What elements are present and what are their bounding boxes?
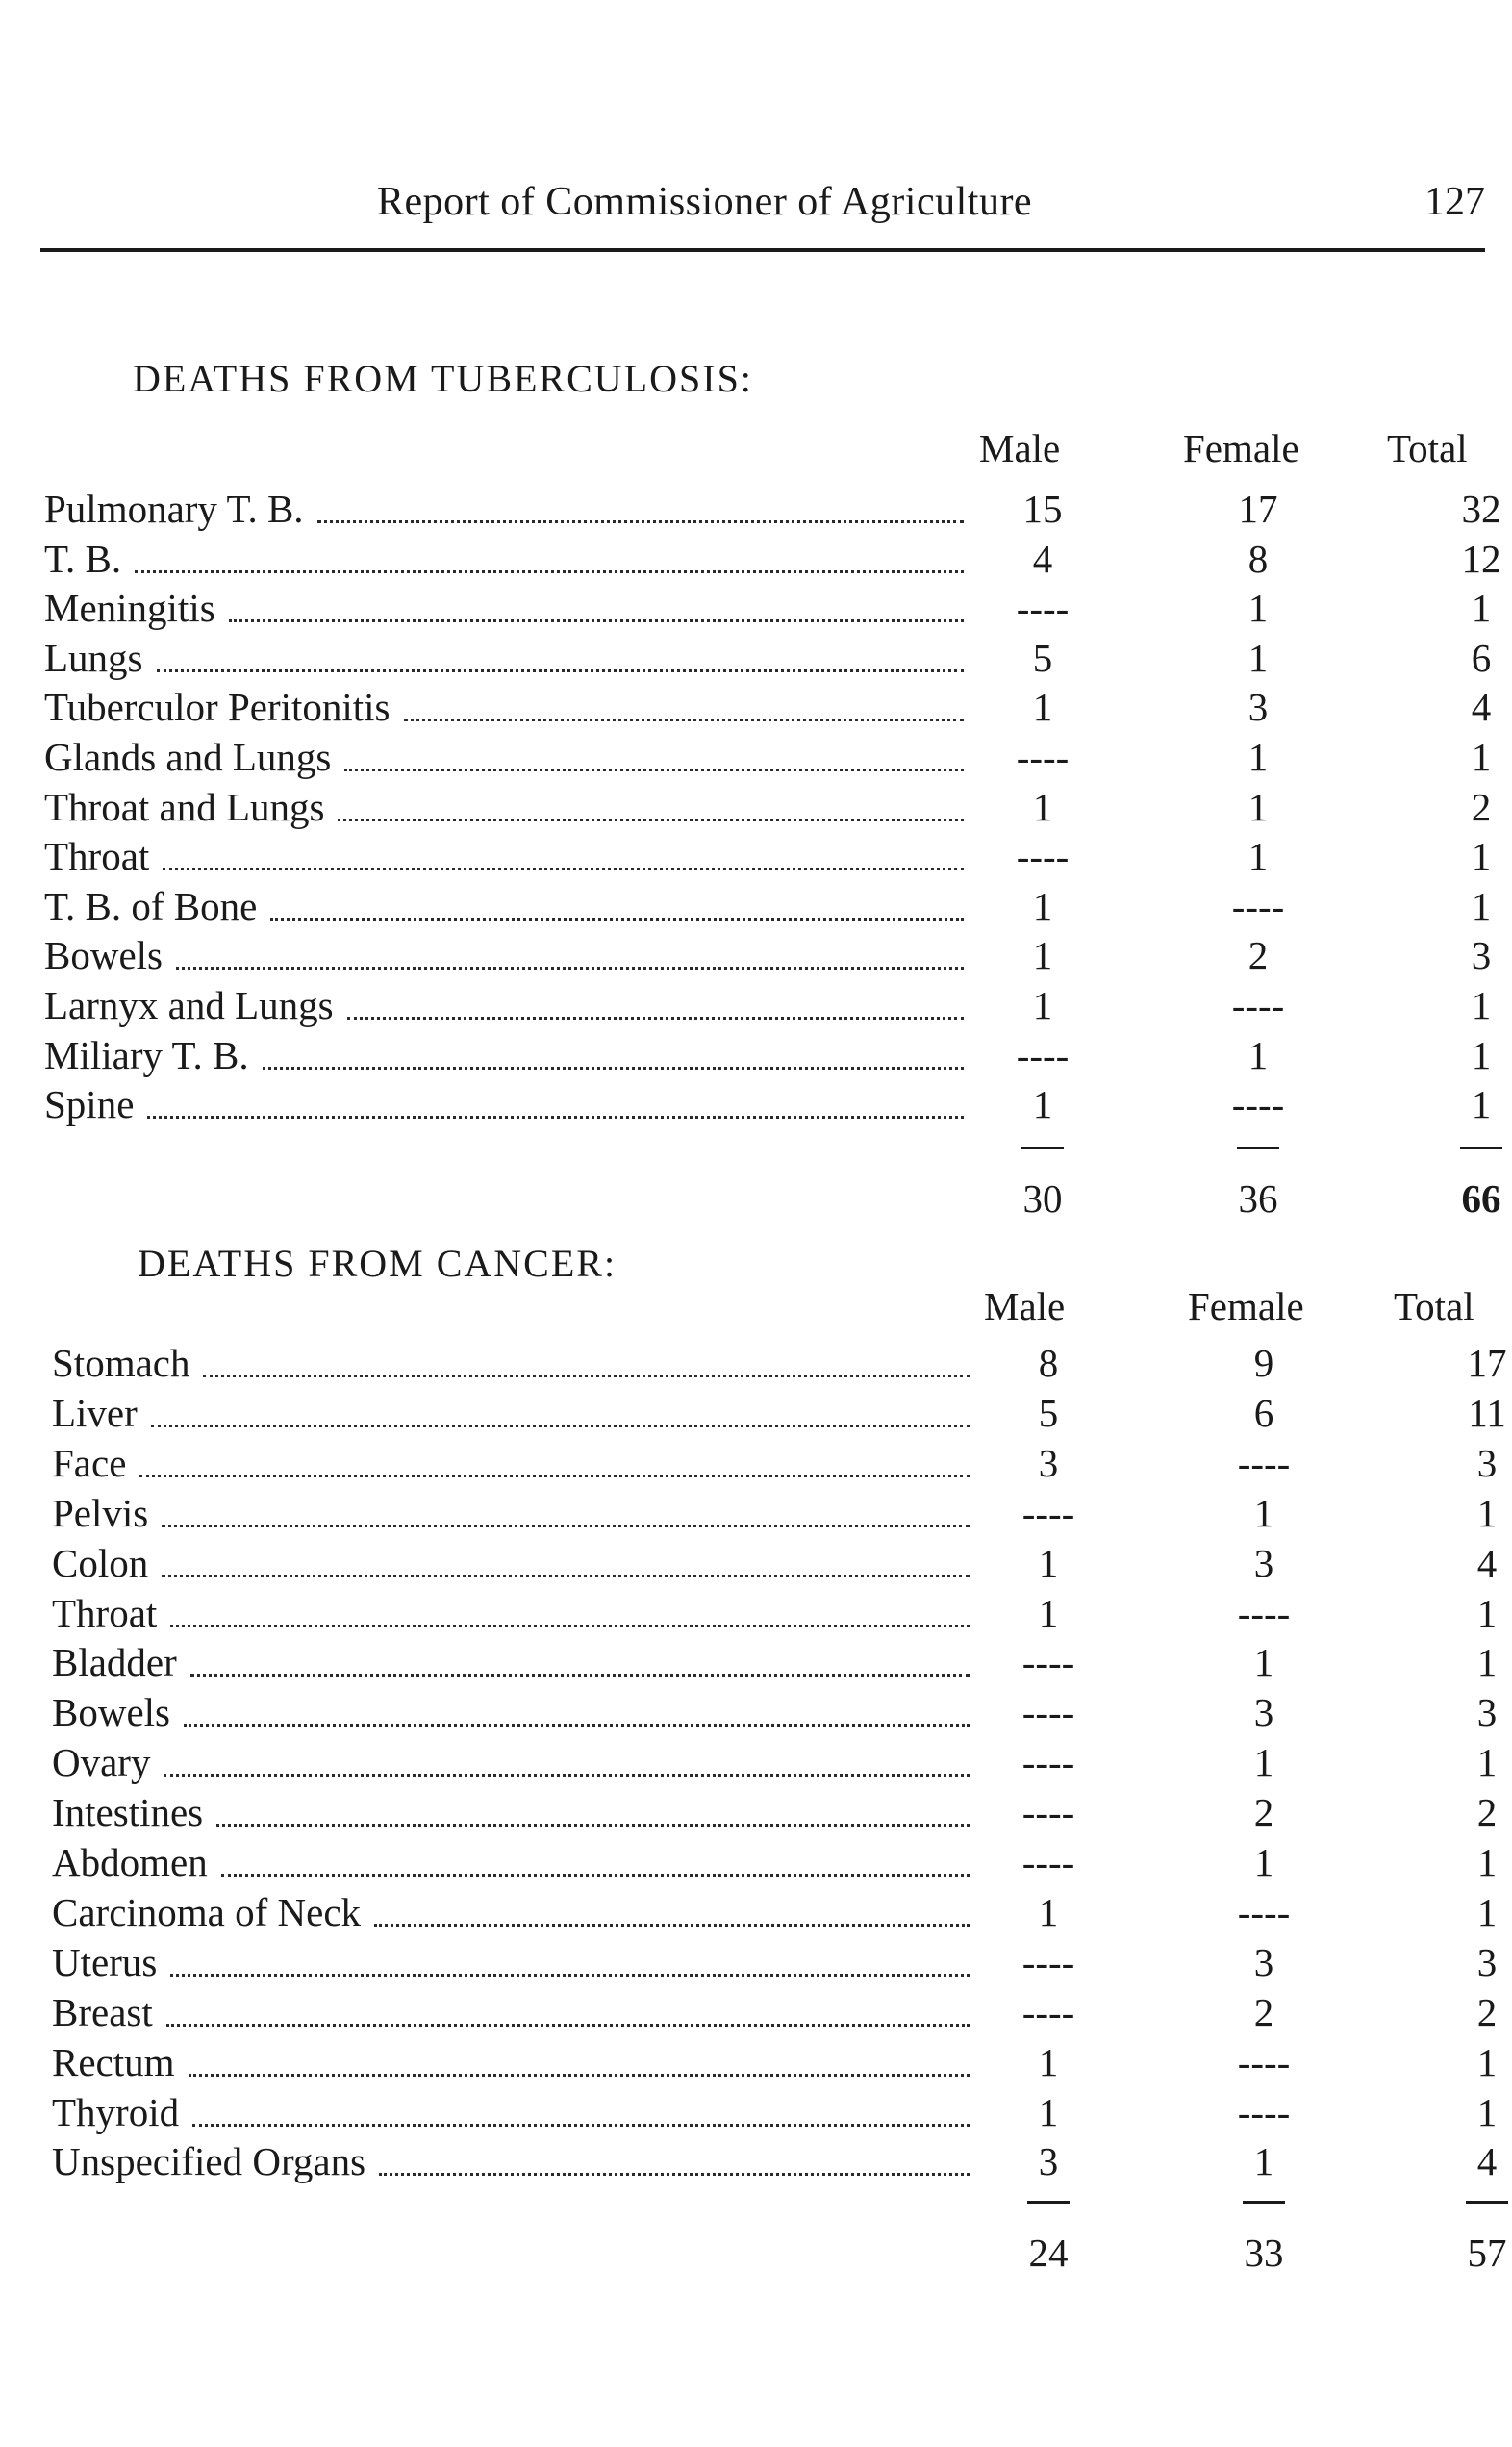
row-label: Thyroid <box>52 2089 180 2134</box>
cell-female: 17 <box>1238 487 1278 531</box>
cell-male: 15 <box>1022 487 1063 531</box>
row-label: Bladder <box>52 1640 177 1685</box>
row-label: Throat <box>52 1590 158 1635</box>
row-label: Glands and Lungs <box>44 735 332 779</box>
cell-male: ---- <box>1021 1939 1075 1984</box>
row-label: Pulmonary T. B. <box>44 487 304 531</box>
table-row <box>40 1689 1498 1739</box>
cell-male: 1 <box>1032 685 1053 730</box>
table-row <box>40 1440 1498 1490</box>
row-label: Throat <box>44 834 150 879</box>
cell-male: 3 <box>1038 2139 1059 2184</box>
leader-dots <box>192 2124 970 2127</box>
running-title: Report of Commissioner of Agriculture <box>377 180 1033 224</box>
cell-male: 1 <box>1032 1082 1053 1127</box>
row-label: Larnyx and Lungs <box>44 983 334 1027</box>
cell-female: 3 <box>1253 1540 1274 1585</box>
sum-rule <box>1021 1147 1064 1149</box>
sum-rule <box>1460 1147 1502 1149</box>
cell-male: 1 <box>1038 1540 1059 1585</box>
cell-male: 5 <box>1032 635 1053 680</box>
table-row <box>40 2039 1498 2089</box>
leader-dots <box>344 769 964 771</box>
cell-total: 11 <box>1468 1390 1506 1435</box>
leader-dots <box>151 1425 970 1427</box>
cell-male: ---- <box>1021 1989 1075 2034</box>
row-label: Carcinoma of Neck <box>52 1889 362 1934</box>
cell-total: 3 <box>1476 1690 1498 1735</box>
cell-total: 1 <box>1476 1740 1498 1785</box>
tb-col-head-male: Male <box>979 426 1061 470</box>
cell-total: 4 <box>1476 1540 1498 1585</box>
leader-dots <box>189 2074 970 2077</box>
cell-male: 3 <box>1038 1440 1059 1485</box>
cell-total: 1 <box>1476 1840 1498 1884</box>
cell-total: 2 <box>1476 1989 1498 2034</box>
leader-dots <box>170 1974 970 1977</box>
total-female: 33 <box>1244 2231 1284 2275</box>
cell-total: 2 <box>1471 784 1492 829</box>
cell-male: ---- <box>1016 1032 1070 1077</box>
row-label: Colon <box>52 1540 149 1585</box>
cell-female: 2 <box>1253 1790 1274 1835</box>
cancer-col-head-male: Male <box>984 1284 1066 1328</box>
cell-total: 1 <box>1471 1032 1492 1077</box>
cell-male: 8 <box>1038 1341 1059 1385</box>
row-label: Uterus <box>52 1939 158 1984</box>
table-row <box>40 585 1492 635</box>
cell-total: 1 <box>1476 2089 1498 2134</box>
table-row <box>40 635 1492 685</box>
table-row <box>40 1540 1498 1590</box>
leader-dots <box>221 1874 970 1877</box>
cell-female: 1 <box>1253 1490 1274 1535</box>
cell-female: 1 <box>1253 1640 1274 1685</box>
leader-dots <box>347 1017 964 1020</box>
table-row <box>40 1490 1498 1540</box>
cell-female: 1 <box>1247 635 1269 680</box>
table-row <box>40 883 1492 933</box>
page-header <box>40 179 1485 252</box>
row-label: Intestines <box>52 1790 204 1835</box>
leader-dots <box>147 1116 964 1119</box>
table-row <box>40 1989 1498 2039</box>
table-row <box>40 2138 1498 2188</box>
sum-rule <box>1237 1147 1279 1149</box>
leader-dots <box>404 719 964 721</box>
cell-male: 5 <box>1038 1390 1059 1435</box>
cell-total: 4 <box>1476 2139 1498 2184</box>
cell-male: 1 <box>1038 2089 1059 2134</box>
cell-male: ---- <box>1021 1490 1075 1535</box>
table-row <box>40 1590 1498 1640</box>
cell-total: 1 <box>1476 1490 1498 1535</box>
cell-male: ---- <box>1021 1790 1075 1835</box>
sum-rule <box>1466 2201 1508 2204</box>
cell-male: ---- <box>1021 1690 1075 1735</box>
leader-dots <box>162 1575 970 1577</box>
cell-total: 6 <box>1471 635 1492 680</box>
leader-dots <box>216 1824 970 1827</box>
row-label: Throat and Lungs <box>44 784 325 829</box>
cell-total: 12 <box>1461 536 1501 581</box>
cell-male: ---- <box>1021 1840 1075 1884</box>
leader-dots <box>374 1924 970 1927</box>
cell-total: 3 <box>1471 933 1492 978</box>
row-label: T. B. of Bone <box>44 883 258 928</box>
table-row <box>40 1939 1498 1989</box>
table-row <box>40 1340 1507 1390</box>
total-male: 24 <box>1028 2231 1069 2275</box>
cell-male: 1 <box>1038 1590 1059 1635</box>
cell-female: 1 <box>1253 1740 1274 1785</box>
cell-female: 3 <box>1247 685 1269 730</box>
cell-female: ---- <box>1231 983 1285 1027</box>
table-row <box>40 2089 1498 2139</box>
tb-col-head-female: Female <box>1183 426 1299 470</box>
leader-dots <box>176 967 964 970</box>
table-row <box>40 536 1501 586</box>
cell-male: 1 <box>1032 983 1053 1027</box>
total-male: 30 <box>1022 1176 1063 1221</box>
page-number: 127 <box>1424 180 1485 224</box>
leader-dots <box>135 570 964 573</box>
row-label: Miliary T. B. <box>44 1032 249 1077</box>
row-label: T. B. <box>44 536 122 581</box>
table-row <box>40 1639 1498 1689</box>
cell-total: 2 <box>1476 1790 1498 1835</box>
tb-col-head-total: Total <box>1387 426 1468 470</box>
table-row <box>40 734 1492 784</box>
table-row <box>40 1390 1506 1440</box>
row-label: Abdomen <box>52 1840 208 1884</box>
cell-total: 1 <box>1476 1590 1498 1635</box>
table-row <box>40 684 1492 734</box>
cell-female: ---- <box>1231 1082 1285 1127</box>
cell-total: 1 <box>1476 1889 1498 1934</box>
table-row <box>40 1889 1498 1939</box>
leader-dots <box>229 619 964 622</box>
cell-female: 1 <box>1247 1032 1269 1077</box>
table-row <box>40 1081 1492 1131</box>
row-label: Spine <box>44 1082 135 1127</box>
row-label: Unspecified Organs <box>52 2139 366 2184</box>
leader-dots <box>338 819 964 821</box>
leader-dots <box>157 669 965 672</box>
cancer-col-head-female: Female <box>1188 1284 1304 1328</box>
sum-rule <box>1243 2201 1285 2204</box>
cell-male: ---- <box>1016 834 1070 879</box>
row-label: Bowels <box>52 1690 170 1735</box>
cell-female: 1 <box>1247 784 1269 829</box>
leader-dots <box>184 1724 970 1727</box>
leader-dots <box>166 2024 970 2027</box>
leader-dots <box>162 1525 970 1527</box>
cell-male: 4 <box>1032 536 1053 581</box>
cell-total: 32 <box>1461 487 1501 531</box>
cell-male: 1 <box>1032 933 1053 978</box>
cell-female: 9 <box>1253 1341 1274 1385</box>
row-label: Lungs <box>44 635 143 680</box>
row-label: Meningitis <box>44 586 215 631</box>
table-row <box>40 833 1492 883</box>
cell-total: 4 <box>1471 685 1492 730</box>
cell-total: 1 <box>1471 983 1492 1027</box>
cell-female: 2 <box>1253 1989 1274 2034</box>
cell-female: ---- <box>1231 883 1285 928</box>
cell-female: 1 <box>1247 834 1269 879</box>
cell-male: 1 <box>1038 1889 1059 1934</box>
leader-dots <box>170 1625 970 1627</box>
cell-female: 2 <box>1247 933 1269 978</box>
table-row <box>40 1839 1498 1889</box>
table-row <box>40 932 1492 982</box>
leader-dots <box>164 1774 970 1777</box>
cancer-section-title: DEATHS FROM CANCER: <box>138 1242 617 1285</box>
cell-total: 17 <box>1467 1341 1507 1385</box>
leader-dots <box>270 918 964 921</box>
row-label: Liver <box>52 1390 138 1435</box>
cell-female: 1 <box>1253 1840 1274 1884</box>
table-row <box>40 1739 1498 1789</box>
cell-total: 3 <box>1476 1440 1498 1485</box>
total-female: 36 <box>1238 1176 1278 1221</box>
cell-male: 1 <box>1032 883 1053 928</box>
leader-dots <box>139 1475 970 1477</box>
cell-total: 3 <box>1476 1939 1498 1984</box>
sum-rule <box>1027 2201 1070 2204</box>
row-label: Rectum <box>52 2039 175 2084</box>
row-label: Breast <box>52 1989 153 2034</box>
cell-female: 8 <box>1247 536 1269 581</box>
cell-total: 1 <box>1471 883 1492 928</box>
cell-total: 1 <box>1471 735 1492 779</box>
cell-female: ---- <box>1237 2039 1291 2084</box>
total-total: 66 <box>1461 1176 1501 1221</box>
cell-female: 6 <box>1253 1390 1274 1435</box>
tuberculosis-section-title: DEATHS FROM TUBERCULOSIS: <box>133 357 753 400</box>
row-label: Pelvis <box>52 1490 149 1535</box>
total-total: 57 <box>1467 2231 1507 2275</box>
cell-male: ---- <box>1016 735 1070 779</box>
cell-female: 3 <box>1253 1690 1274 1735</box>
cell-total: 1 <box>1471 586 1492 631</box>
leader-dots <box>203 1375 970 1377</box>
leader-dots <box>263 1067 964 1070</box>
cell-female: ---- <box>1237 1440 1291 1485</box>
row-label: Face <box>52 1440 127 1485</box>
cell-male: 1 <box>1032 784 1053 829</box>
row-label: Ovary <box>52 1740 151 1785</box>
cell-female: 1 <box>1247 735 1269 779</box>
row-label: Tuberculor Peritonitis <box>44 685 391 730</box>
cell-male: ---- <box>1016 586 1070 631</box>
row-label: Bowels <box>44 933 163 978</box>
cell-female: ---- <box>1237 2089 1291 2134</box>
leader-dots <box>190 1674 970 1677</box>
cell-total: 1 <box>1471 1082 1492 1127</box>
cell-total: 1 <box>1471 834 1492 879</box>
table-row <box>40 784 1492 834</box>
cell-male: ---- <box>1021 1740 1075 1785</box>
cancer-col-head-total: Total <box>1394 1284 1474 1328</box>
table-row <box>40 1789 1498 1839</box>
cell-total: 1 <box>1476 2039 1498 2084</box>
leader-dots <box>317 520 964 523</box>
cell-female: 1 <box>1253 2139 1274 2184</box>
cell-male: 1 <box>1038 2039 1059 2084</box>
cell-female: 3 <box>1253 1939 1274 1984</box>
leader-dots <box>163 868 964 870</box>
cell-female: 1 <box>1247 586 1269 631</box>
cell-male: ---- <box>1021 1640 1075 1685</box>
row-label: Stomach <box>52 1341 190 1385</box>
table-row <box>40 1032 1492 1082</box>
table-row <box>40 486 1501 536</box>
table-row <box>40 982 1492 1032</box>
leader-dots <box>379 2173 970 2176</box>
cell-female: ---- <box>1237 1889 1291 1934</box>
cell-female: ---- <box>1237 1590 1291 1635</box>
cell-total: 1 <box>1476 1640 1498 1685</box>
